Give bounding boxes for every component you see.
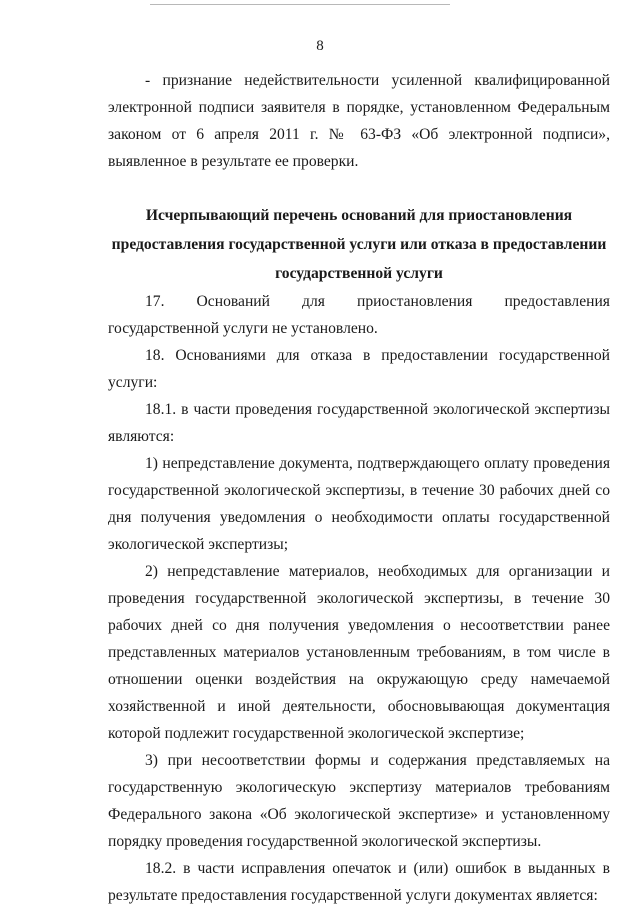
paragraph-18-1-item-2: 2) непредставление материалов, необходимых для организации и проведения государственной экологической экспертизы, в течение 30 рабочих дней со дня получения уведомления о несоответствии ранее представленных материалов установленным требованиям, в том числе в отношении оценки воздействия на окружающую среду намечаемой хозяйственной и иной деятельности, обосновывающая документация которой подлежит государственной экологической экспертизе;: [108, 563, 610, 742]
section-title-line: предоставления государственной услуги или отказа в предоставлении: [111, 236, 607, 253]
section-title: [108, 201, 610, 288]
paragraph-signature-invalid: - признание недействительности усиленной квалифицированной электронной подписи заявителя в порядке, установленном Федеральным законом от 6 апреля 2011 г. № 63-ФЗ «Об электронной подписи», выявленное в результате ее проверки.: [108, 72, 610, 170]
paragraph-18-1: 18.1. в части проведения государственной экологической экспертизы являются:: [108, 401, 610, 445]
paragraph-17: 17. Оснований для приостановления предоставления государственной услуги не установлено.: [108, 293, 610, 337]
page-number: 8: [316, 38, 324, 54]
top-scan-rule: [150, 4, 450, 5]
paragraph-18-1-item-1: 1) непредставление документа, подтверждающего оплату проведения государственной экологической экспертизы, в течение 30 рабочих дней со дня получения уведомления о необходимости оплаты государственной экологической экспертизы;: [108, 455, 610, 553]
document-body: [108, 67, 610, 909]
section-title-line: Исчерпывающий перечень оснований для приостановления: [145, 207, 573, 224]
paragraph-18-1-item-3: 3) при несоответствии формы и содержания представляемых на государственную экологическую экспертизу материалов требованиям Федерального закона «Об экологической экспертизе» и установленному порядку проведения государственной экологической экспертизы.: [108, 752, 610, 850]
section-title-line: государственной услуги: [275, 265, 443, 282]
paragraph-18: 18. Основаниями для отказа в предоставлении государственной услуги:: [108, 347, 610, 391]
paragraph-18-2: 18.2. в части исправления опечаток и (или) ошибок в выданных в результате предоставления государственной услуги документах является:: [108, 860, 610, 904]
